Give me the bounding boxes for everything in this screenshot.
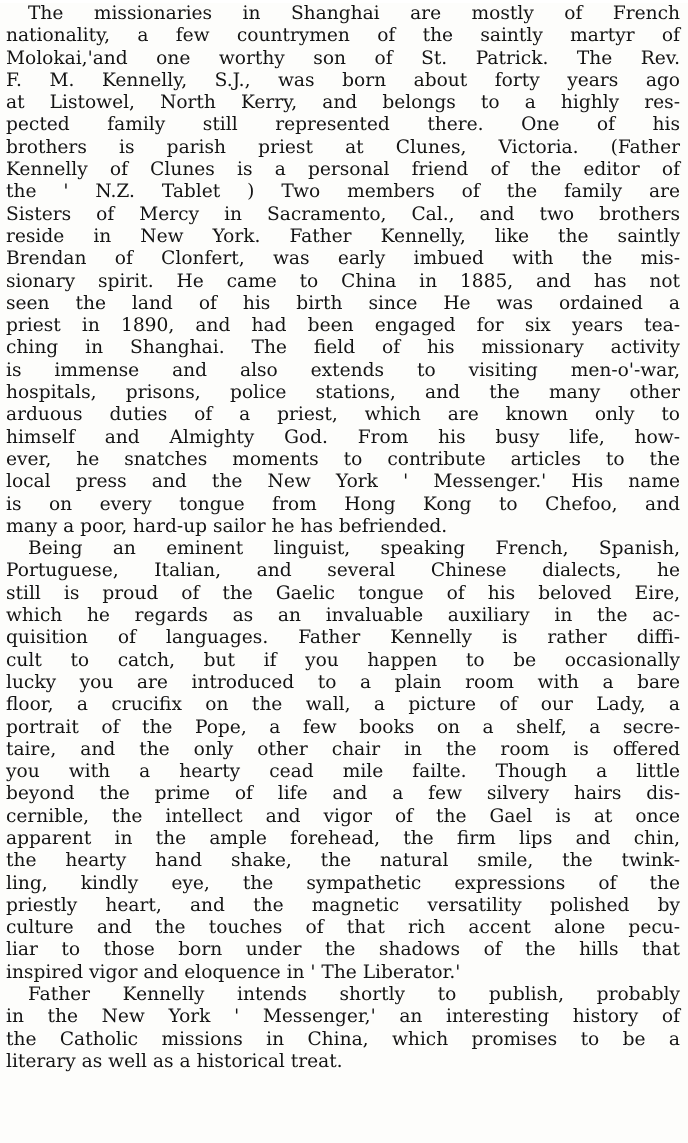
text-line: ching in Shanghai. The field of his missionary activity xyxy=(6,337,680,359)
newspaper-column xyxy=(0,3,688,1143)
text-line: beyond the prime of life and a few silvery hairs dis- xyxy=(6,783,680,805)
text-line: in the New York ' Messenger,' an interesting history of xyxy=(6,1006,680,1028)
text-line: the hearty hand shake, the natural smile, the twink- xyxy=(6,850,680,872)
text-line: arduous duties of a priest, which are known only to xyxy=(6,404,680,426)
text-line: brothers is parish priest at Clunes, Victoria. (Father xyxy=(6,136,680,158)
text-line: reside in New York. Father Kennelly, like the saintly xyxy=(6,225,680,247)
text-line: Molokai,'and one worthy son of St. Patrick. The Rev. xyxy=(6,47,680,69)
text-line: Brendan of Clonfert, was early imbued with the mis- xyxy=(6,248,680,270)
text-line: sionary spirit. He came to China in 1885, and has not xyxy=(6,270,680,292)
text-line: cult to catch, but if you happen to be occasionally xyxy=(6,649,680,671)
text-line: The missionaries in Shanghai are mostly of French xyxy=(28,3,680,24)
text-line: which he regards as an invaluable auxiliary in the ac- xyxy=(6,605,680,627)
text-line: floor, a crucifix on the wall, a picture of our Lady, a xyxy=(6,694,680,716)
text-line: at Listowel, North Kerry, and belongs to a highly res- xyxy=(6,92,680,114)
text-line: ever, he snatches moments to contribute articles to the xyxy=(6,448,680,470)
text-line: portrait of the Pope, a few books on a shelf, a secre- xyxy=(6,716,680,738)
text-line: the Catholic missions in China, which promises to be a xyxy=(6,1028,680,1050)
text-line: pected family still represented there. One of his xyxy=(6,114,680,136)
text-line: himself and Almighty God. From his busy life, how- xyxy=(6,426,680,448)
text-line: priest in 1890, and had been engaged for six years tea- xyxy=(6,315,680,337)
article-paragraph xyxy=(6,3,680,538)
text-line: many a poor, hard-up sailor he has befriended. xyxy=(6,515,448,537)
text-line: ling, kindly eye, the sympathetic expressions of the xyxy=(6,872,680,894)
text-line: F. M. Kennelly, S.J., was born about forty years ago xyxy=(6,69,680,91)
text-line: Portuguese, Italian, and several Chinese dialects, he xyxy=(6,560,680,582)
text-line: Kennelly of Clunes is a personal friend of the editor of xyxy=(6,159,680,181)
text-line: Father Kennelly intends shortly to publish, probably xyxy=(28,984,680,1006)
text-line: apparent in the ample forehead, the firm lips and chin, xyxy=(6,827,680,849)
text-line: is on every tongue from Hong Kong to Chefoo, and xyxy=(6,493,680,515)
article-paragraph xyxy=(6,538,680,984)
text-line: still is proud of the Gaelic tongue of his beloved Eire, xyxy=(6,582,680,604)
text-line: the ' N.Z. Tablet ) Two members of the family are xyxy=(6,181,680,203)
text-line: literary as well as a historical treat. xyxy=(6,1050,343,1072)
text-line: culture and the touches of that rich accent alone pecu- xyxy=(6,917,680,939)
text-line: is immense and also extends to visiting men-o'-war, xyxy=(6,359,680,381)
text-line: you with a hearty cead mile failte. Though a little xyxy=(6,761,680,783)
text-line: cernible, the intellect and vigor of the Gael is at once xyxy=(6,805,680,827)
text-line: local press and the New York ' Messenger.' His name xyxy=(6,471,680,493)
text-line: Being an eminent linguist, speaking French, Spanish, xyxy=(28,538,680,560)
text-line: hospitals, prisons, police stations, and the many other xyxy=(6,382,680,404)
text-line: quisition of languages. Father Kennelly is rather diffi- xyxy=(6,627,680,649)
text-line: liar to those born under the shadows of the hills that xyxy=(6,939,680,961)
text-line: Sisters of Mercy in Sacramento, Cal., and two brothers xyxy=(6,203,680,225)
text-line: nationality, a few countrymen of the saintly martyr of xyxy=(6,25,680,47)
text-line: seen the land of his birth since He was ordained a xyxy=(6,292,680,314)
text-line: priestly heart, and the magnetic versatility polished by xyxy=(6,894,680,916)
text-line: inspired vigor and eloquence in ' The Liberator.' xyxy=(6,961,461,983)
text-line: taire, and the only other chair in the room is offered xyxy=(6,738,680,760)
article-paragraph xyxy=(6,984,680,1073)
article-body xyxy=(6,3,680,1073)
text-line: lucky you are introduced to a plain room with a bare xyxy=(6,671,680,693)
